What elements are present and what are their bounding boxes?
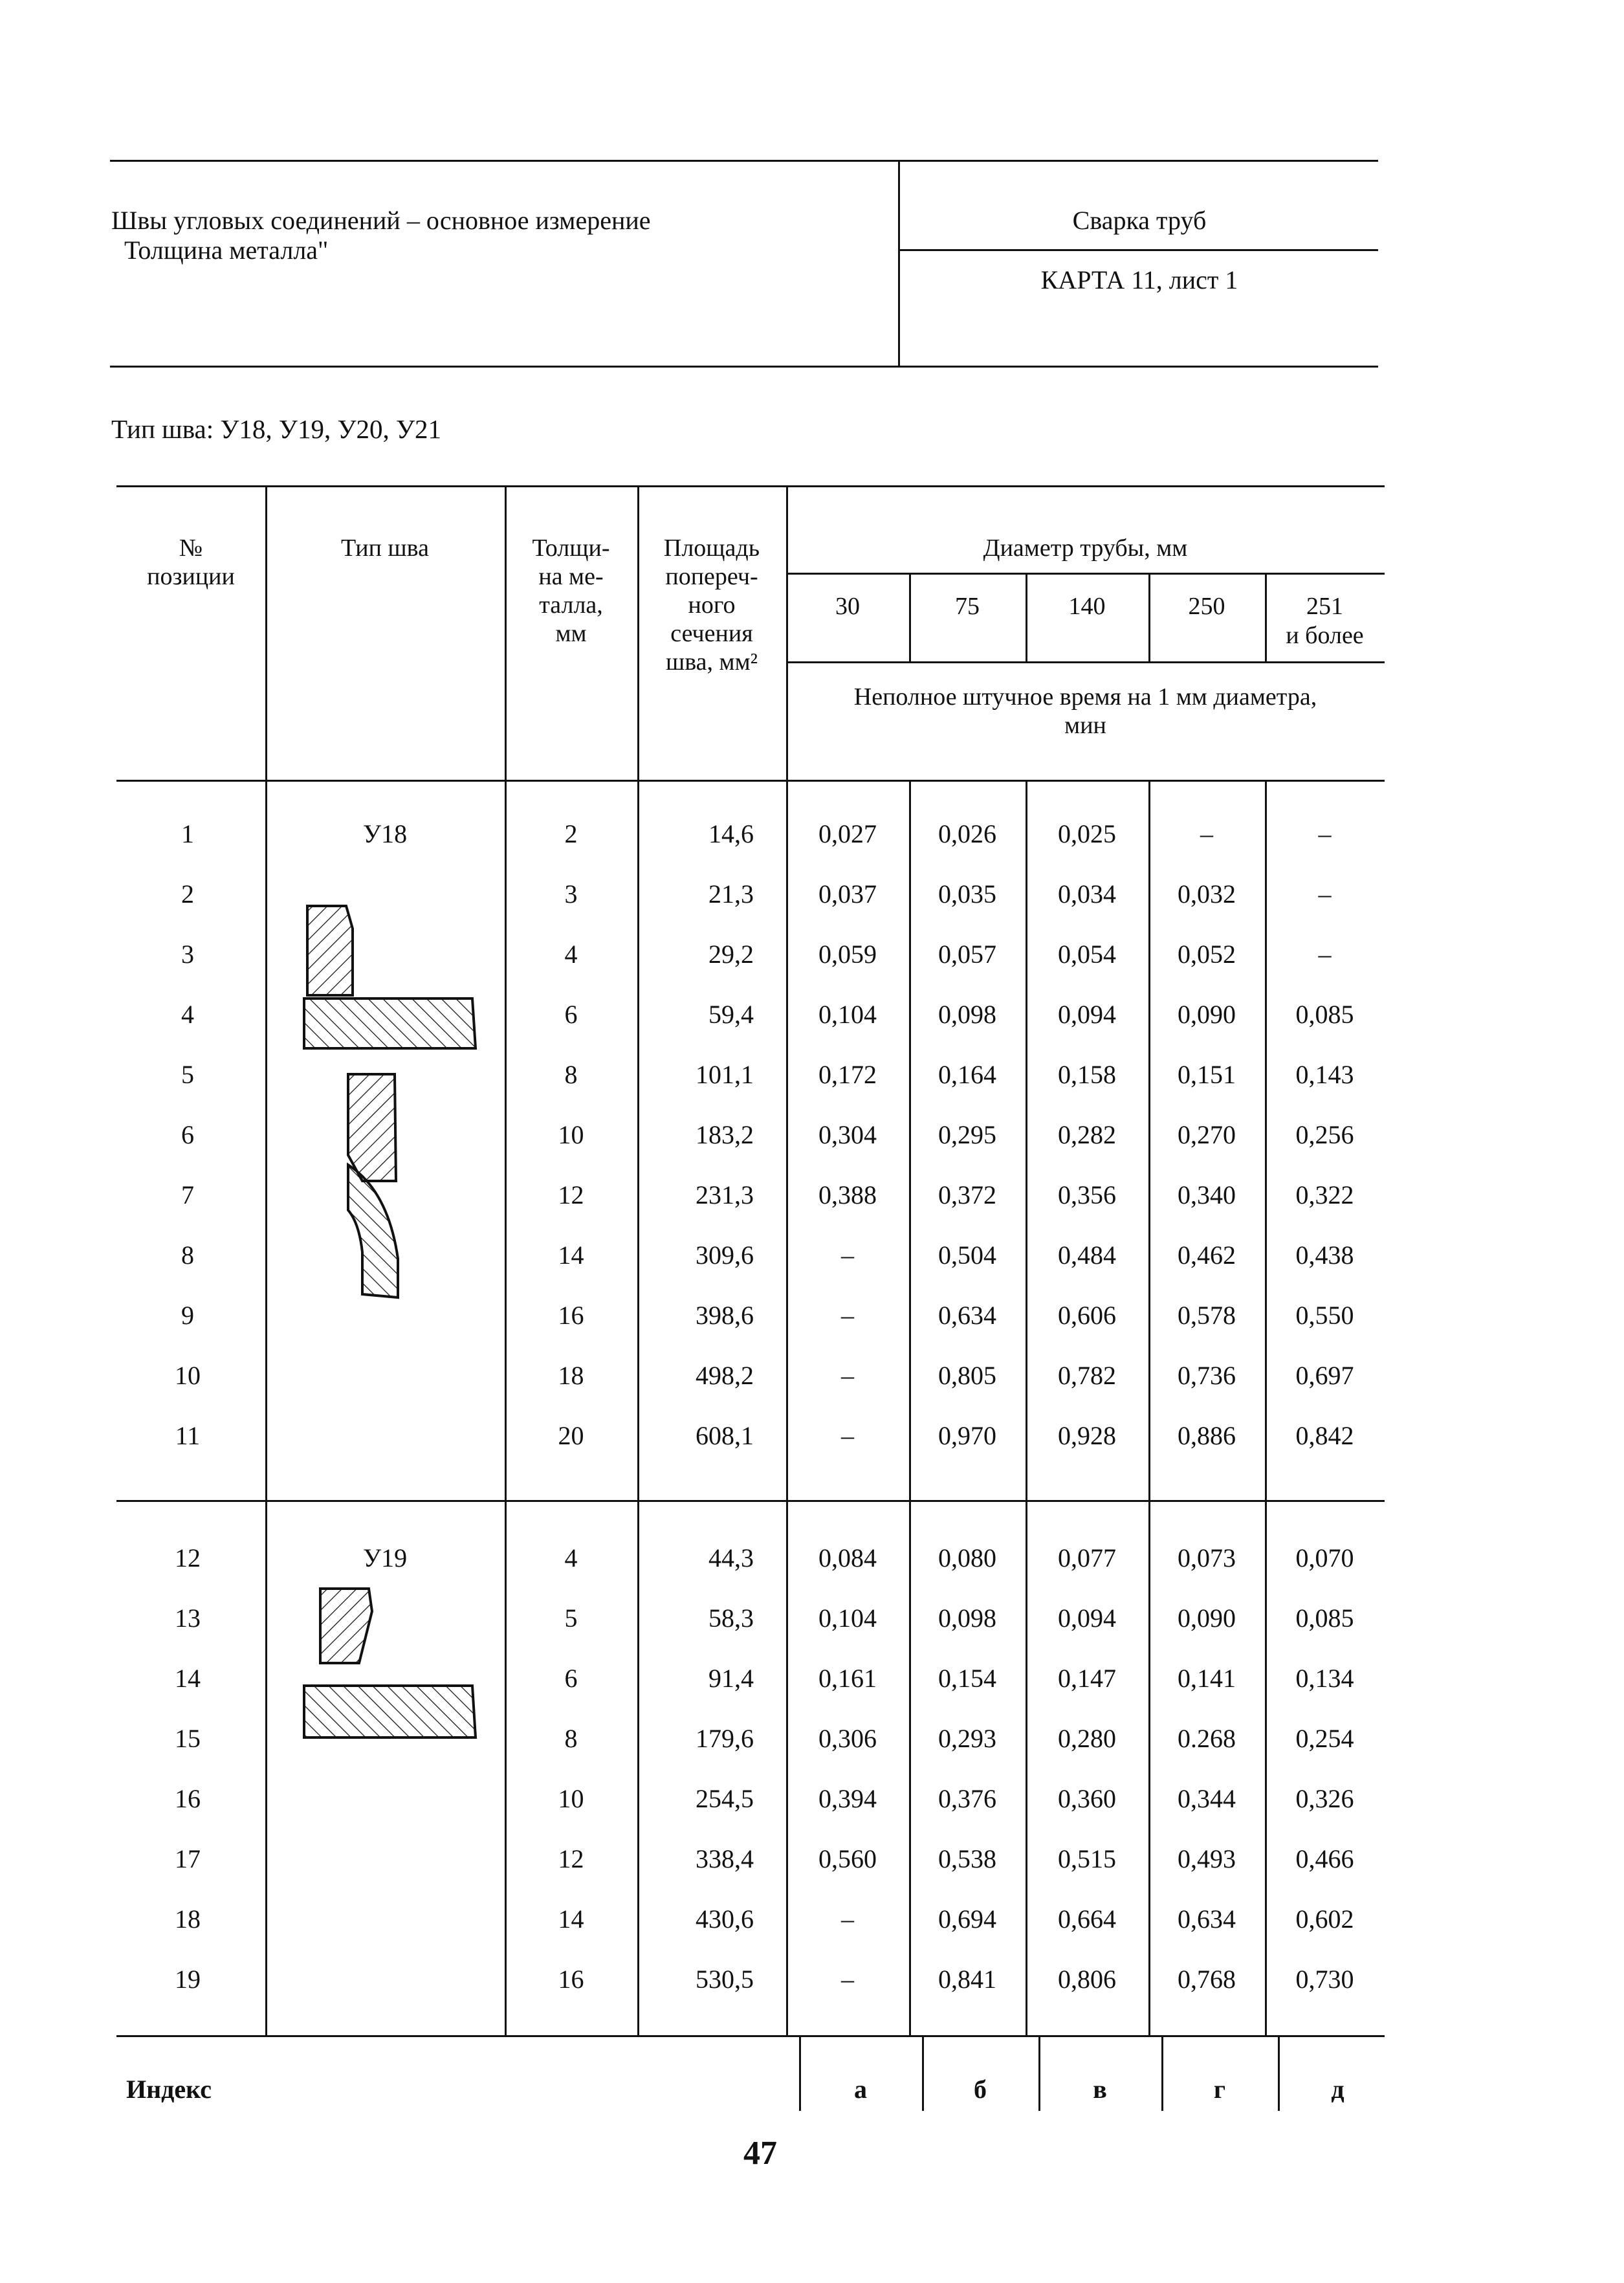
cell-area: 398,6 — [696, 1301, 754, 1330]
cell-position: 12 — [175, 1543, 201, 1572]
cell-area: 430,6 — [696, 1904, 754, 1934]
cell-position: 10 — [175, 1361, 201, 1390]
cell-position: 16 — [175, 1784, 201, 1813]
cell-time: 0,282 — [1058, 1120, 1116, 1149]
cell-time: – — [841, 1904, 854, 1934]
table-bottom-rule — [116, 2035, 1385, 2037]
cell-time: 0,098 — [938, 1000, 996, 1029]
header-diameter-value: 250 — [1188, 593, 1225, 620]
cell-time: 0,164 — [938, 1060, 996, 1089]
cell-area: 14,6 — [708, 819, 754, 848]
header-thickness: талла, — [539, 591, 603, 619]
cell-time: – — [1200, 819, 1213, 848]
header-position: № — [179, 535, 203, 562]
cell-area: 309,6 — [696, 1241, 754, 1270]
cell-thickness: 8 — [564, 1724, 578, 1753]
header-seam-type: Тип шва — [340, 535, 429, 562]
cell-position: 15 — [175, 1724, 201, 1753]
cell-time: 0,306 — [818, 1724, 877, 1753]
cell-thickness: 5 — [564, 1604, 578, 1633]
cell-area: 608,1 — [696, 1421, 754, 1450]
page-number: 47 — [743, 2135, 777, 2172]
header-area: шва, мм² — [665, 648, 758, 676]
cell-area: 530,5 — [696, 1965, 754, 1994]
header-section: Сварка труб — [1072, 206, 1207, 235]
index-letter: б — [974, 2075, 987, 2104]
cell-time: – — [1318, 940, 1332, 969]
cell-position: 18 — [175, 1904, 201, 1934]
cell-area: 29,2 — [708, 940, 754, 969]
cell-time: 0,340 — [1178, 1180, 1236, 1209]
index-label: Индекс — [126, 2075, 212, 2104]
header-diameter-value: 75 — [955, 593, 980, 620]
cell-time: 0,841 — [938, 1965, 996, 1994]
cell-time: 0,394 — [818, 1784, 877, 1813]
cell-time: – — [841, 1361, 854, 1390]
header-area: сечения — [670, 620, 753, 647]
header-bottom-rule — [110, 366, 1378, 368]
cell-thickness: 18 — [558, 1361, 584, 1390]
cell-thickness: 12 — [558, 1844, 584, 1873]
cell-time: 0,104 — [818, 1604, 877, 1633]
index-letter: а — [854, 2075, 867, 2104]
cell-time: 0,057 — [938, 940, 996, 969]
cell-time: 0,084 — [818, 1543, 877, 1572]
cell-time: 0,360 — [1058, 1784, 1116, 1813]
cell-time: 0,098 — [938, 1604, 996, 1633]
cell-time: 0,280 — [1058, 1724, 1116, 1753]
cell-time: 0,270 — [1178, 1120, 1236, 1149]
header-diameter-value: 140 — [1068, 593, 1106, 620]
cell-time: 0,376 — [938, 1784, 996, 1813]
cell-position: 17 — [175, 1844, 201, 1873]
cell-thickness: 2 — [564, 819, 578, 848]
cell-time: 0,736 — [1178, 1361, 1236, 1390]
cell-time: 0,025 — [1058, 819, 1116, 848]
cell-time: 0,256 — [1295, 1120, 1354, 1149]
cell-position: 7 — [181, 1180, 194, 1209]
cell-time: 0,027 — [818, 819, 877, 848]
cell-time: 0,080 — [938, 1543, 996, 1572]
cell-time: 0,034 — [1058, 879, 1116, 909]
cell-thickness: 10 — [558, 1120, 584, 1149]
cell-time: 0,032 — [1178, 879, 1236, 909]
cell-time: 0,578 — [1178, 1301, 1236, 1330]
cell-position: 11 — [175, 1421, 201, 1450]
header-thickness: Толщи- — [532, 535, 610, 562]
cell-time: 0,037 — [818, 879, 877, 909]
cell-time: 0,886 — [1178, 1421, 1236, 1450]
table-top-rule — [116, 485, 1385, 487]
cell-area: 21,3 — [708, 879, 754, 909]
cell-area: 498,2 — [696, 1361, 754, 1390]
cell-time: 0,606 — [1058, 1301, 1116, 1330]
cell-time: 0,085 — [1295, 1604, 1354, 1633]
column-divider — [265, 485, 267, 2035]
seam-types-line: Тип шва: У18, У19, У20, У21 — [111, 414, 441, 444]
cell-time: 0,550 — [1295, 1301, 1354, 1330]
cell-time: 0,462 — [1178, 1241, 1236, 1270]
cell-thickness: 16 — [558, 1301, 584, 1330]
header-time-caption: мин — [1064, 712, 1106, 739]
cell-time: 0,085 — [1295, 1000, 1354, 1029]
cell-time: 0,094 — [1058, 1604, 1116, 1633]
header-diameter-value: 30 — [835, 593, 860, 620]
cell-time: 0,466 — [1295, 1844, 1354, 1873]
cell-time: 0,768 — [1178, 1965, 1236, 1994]
weld-curved-u18-icon — [343, 1162, 408, 1304]
cell-time: 0,493 — [1178, 1844, 1236, 1873]
cell-time: 0,070 — [1295, 1543, 1354, 1572]
seam-type-label: У18 — [362, 819, 408, 848]
cell-time: – — [841, 1965, 854, 1994]
cell-area: 91,4 — [708, 1664, 754, 1693]
cell-time: 0,805 — [938, 1361, 996, 1390]
cell-time: 0,035 — [938, 879, 996, 909]
cell-time: – — [841, 1421, 854, 1450]
diameter-header-rule — [786, 573, 1385, 575]
cell-time: 0,372 — [938, 1180, 996, 1209]
cell-time: 0,026 — [938, 819, 996, 848]
header-diameter-value: 251 — [1306, 593, 1343, 620]
header-area: ного — [688, 591, 736, 619]
cell-time: 0,504 — [938, 1241, 996, 1270]
cell-time: 0,172 — [818, 1060, 877, 1089]
cell-time: 0,322 — [1295, 1180, 1354, 1209]
cell-time: 0,090 — [1178, 1000, 1236, 1029]
cell-time: 0,326 — [1295, 1784, 1354, 1813]
cell-time: 0,052 — [1178, 940, 1236, 969]
cell-time: 0,295 — [938, 1120, 996, 1149]
cell-time: 0,073 — [1178, 1543, 1236, 1572]
cell-time: 0,154 — [938, 1664, 996, 1693]
header-position: позиции — [147, 563, 235, 590]
cell-area: 59,4 — [708, 1000, 754, 1029]
cell-time: 0,388 — [818, 1180, 877, 1209]
cell-time: 0,344 — [1178, 1784, 1236, 1813]
header-diameter-suffix: и более — [1286, 622, 1364, 649]
cell-time: 0,054 — [1058, 940, 1116, 969]
cell-time: 0,254 — [1295, 1724, 1354, 1753]
header-right-rule — [899, 249, 1378, 251]
header-time-caption: Неполное штучное время на 1 мм диаметра, — [853, 683, 1317, 711]
cell-thickness: 20 — [558, 1421, 584, 1450]
cell-thickness: 4 — [564, 1543, 578, 1572]
cell-time: – — [1318, 819, 1332, 848]
header-area: Площадь — [663, 535, 760, 562]
cell-time: 0,293 — [938, 1724, 996, 1753]
cell-time: 0,094 — [1058, 1000, 1116, 1029]
cell-time: 0,077 — [1058, 1543, 1116, 1572]
cell-position: 9 — [181, 1301, 194, 1330]
cell-time: 0,143 — [1295, 1060, 1354, 1089]
index-letter: в — [1093, 2075, 1107, 2104]
cell-time: 0,059 — [818, 940, 877, 969]
cell-time: – — [1318, 879, 1332, 909]
cell-position: 1 — [181, 819, 194, 848]
header-top-rule — [110, 160, 1378, 162]
cell-time: 0,842 — [1295, 1421, 1354, 1450]
cell-thickness: 8 — [564, 1060, 578, 1089]
cell-area: 254,5 — [696, 1784, 754, 1813]
diameter-values-rule — [786, 661, 1385, 663]
cell-thickness: 14 — [558, 1904, 584, 1934]
header-title-line1: Швы угловых соединений – основное измерение — [111, 206, 651, 235]
header-title-line2: Толщина металла" — [124, 236, 329, 265]
cell-thickness: 6 — [564, 1664, 578, 1693]
cell-area: 183,2 — [696, 1120, 754, 1149]
cell-time: 0,304 — [818, 1120, 877, 1149]
cell-time: 0,730 — [1295, 1965, 1354, 1994]
cell-time: 0,151 — [1178, 1060, 1236, 1089]
index-letter: д — [1331, 2075, 1344, 2104]
cell-time: 0,134 — [1295, 1664, 1354, 1693]
cell-time: 0,664 — [1058, 1904, 1116, 1934]
cell-time: 0,147 — [1058, 1664, 1116, 1693]
weld-joint-u19-icon — [301, 1585, 482, 1744]
cell-position: 2 — [181, 879, 194, 909]
cell-time: 0,104 — [818, 1000, 877, 1029]
weld-joint-u18-icon — [301, 903, 482, 1061]
cell-position: 14 — [175, 1664, 201, 1693]
cell-time: 0,634 — [938, 1301, 996, 1330]
cell-area: 44,3 — [708, 1543, 754, 1572]
cell-time: 0,694 — [938, 1904, 996, 1934]
cell-position: 19 — [175, 1965, 201, 1994]
cell-time: 0,484 — [1058, 1241, 1116, 1270]
cell-time: 0,356 — [1058, 1180, 1116, 1209]
header-area: попереч- — [665, 563, 758, 590]
cell-time: 0.268 — [1178, 1724, 1236, 1753]
cell-time: 0,560 — [818, 1844, 877, 1873]
cell-time: 0,697 — [1295, 1361, 1354, 1390]
header-thickness: мм — [555, 620, 587, 647]
cell-area: 179,6 — [696, 1724, 754, 1753]
cell-thickness: 3 — [564, 879, 578, 909]
cell-time: 0,158 — [1058, 1060, 1116, 1089]
cell-time: 0,141 — [1178, 1664, 1236, 1693]
cell-position: 5 — [181, 1060, 194, 1089]
header-card: КАРТА 11, лист 1 — [1040, 265, 1238, 294]
cell-time: 0,782 — [1058, 1361, 1116, 1390]
cell-time: 0,161 — [818, 1664, 877, 1693]
cell-position: 6 — [181, 1120, 194, 1149]
header-thickness: на ме- — [538, 563, 604, 590]
cell-time: 0,634 — [1178, 1904, 1236, 1934]
cell-area: 338,4 — [696, 1844, 754, 1873]
index-letter: г — [1213, 2075, 1226, 2104]
cell-area: 58,3 — [708, 1604, 754, 1633]
cell-area: 231,3 — [696, 1180, 754, 1209]
cell-time: 0,438 — [1295, 1241, 1354, 1270]
header-divider — [898, 160, 900, 368]
cell-thickness: 10 — [558, 1784, 584, 1813]
cell-area: 101,1 — [696, 1060, 754, 1089]
header-diameter: Диаметр трубы, мм — [983, 535, 1188, 562]
cell-thickness: 12 — [558, 1180, 584, 1209]
cell-time: – — [841, 1241, 854, 1270]
cell-time: 0,538 — [938, 1844, 996, 1873]
cell-position: 8 — [181, 1241, 194, 1270]
cell-thickness: 16 — [558, 1965, 584, 1994]
cell-thickness: 6 — [564, 1000, 578, 1029]
table-group-rule — [116, 1500, 1385, 1502]
cell-time: 0,806 — [1058, 1965, 1116, 1994]
cell-time: 0,928 — [1058, 1421, 1116, 1450]
cell-time: – — [841, 1301, 854, 1330]
cell-thickness: 4 — [564, 940, 578, 969]
cell-time: 0,090 — [1178, 1604, 1236, 1633]
cell-time: 0,970 — [938, 1421, 996, 1450]
seam-type-label: У19 — [362, 1543, 408, 1572]
table-header-rule — [116, 780, 1385, 782]
cell-time: 0,602 — [1295, 1904, 1354, 1934]
cell-position: 3 — [181, 940, 194, 969]
cell-position: 13 — [175, 1604, 201, 1633]
cell-position: 4 — [181, 1000, 194, 1029]
cell-time: 0,515 — [1058, 1844, 1116, 1873]
cell-thickness: 14 — [558, 1241, 584, 1270]
